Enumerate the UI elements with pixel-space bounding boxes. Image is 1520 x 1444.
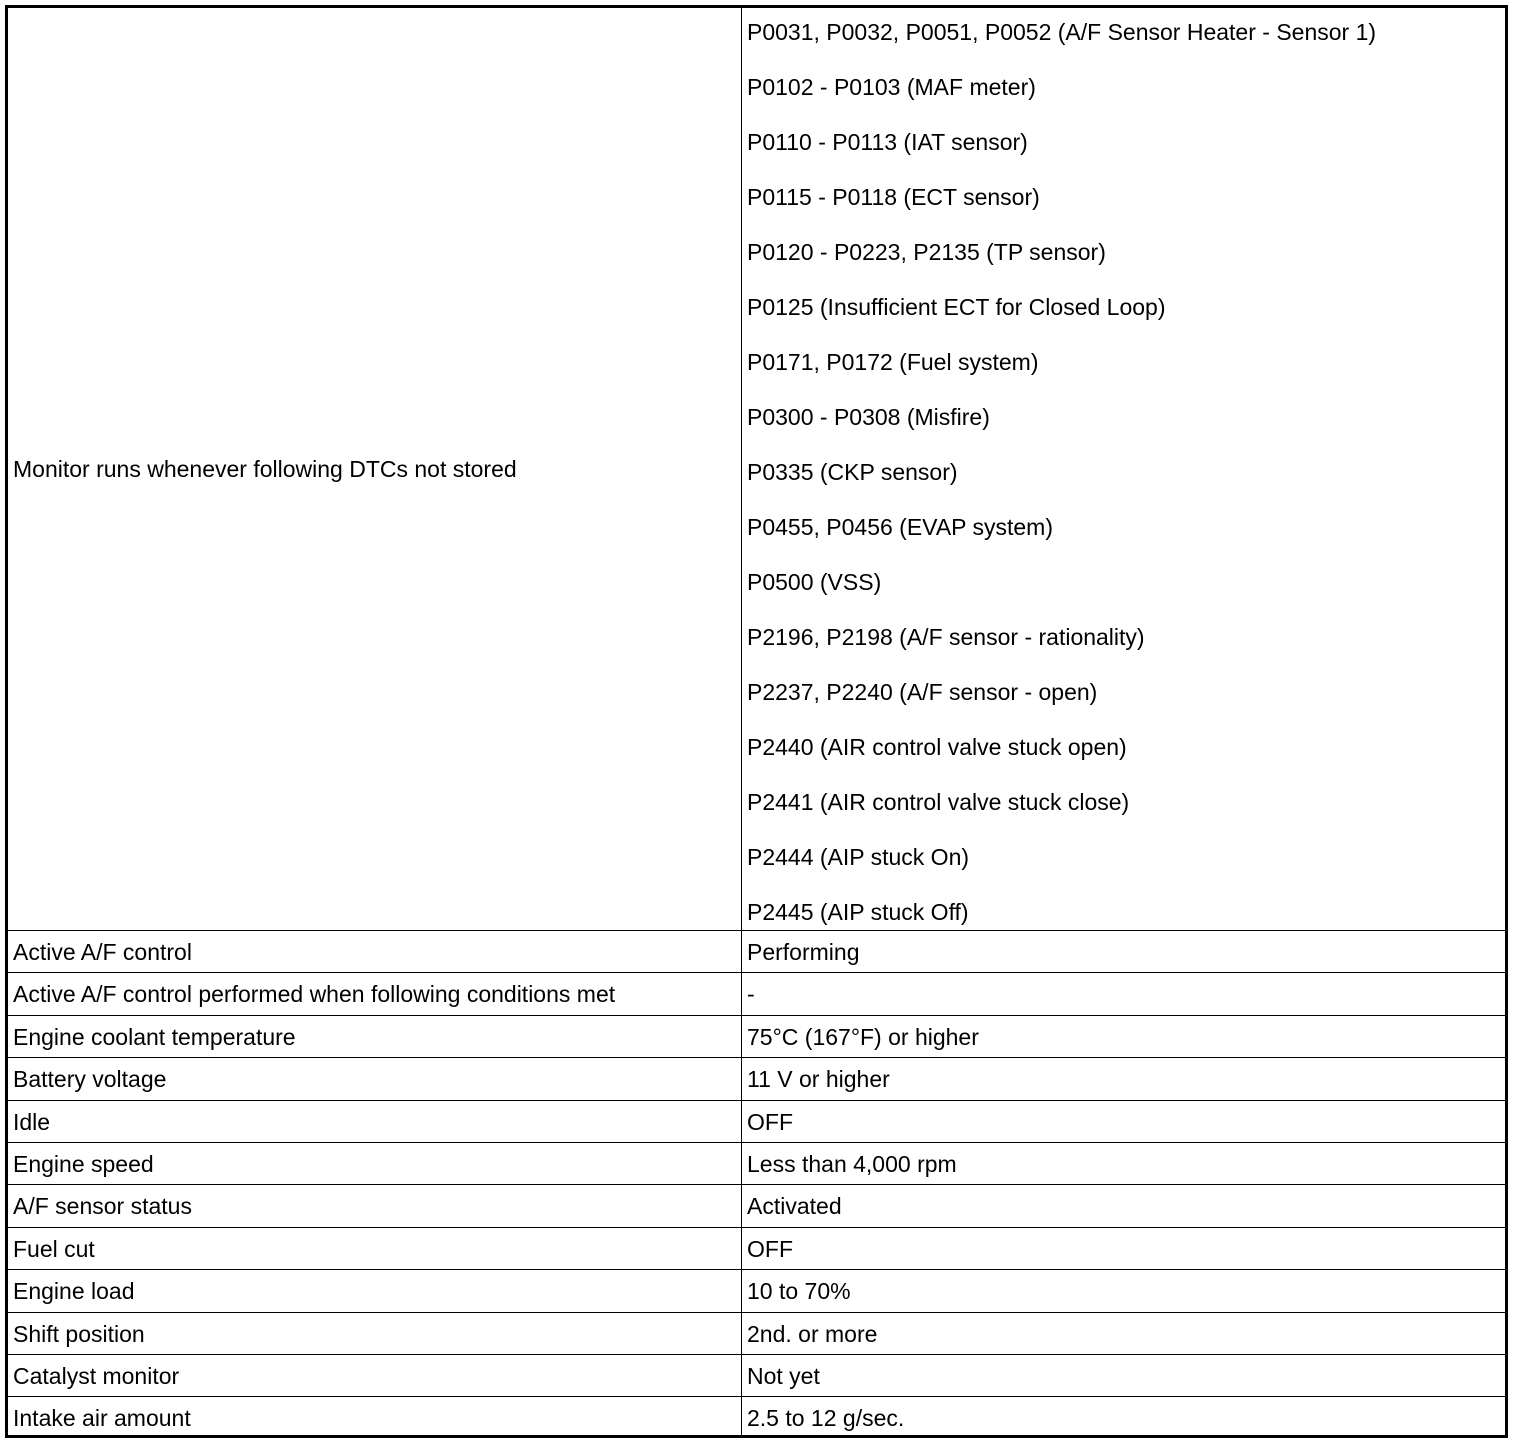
condition-value: 2.5 to 12 g/sec. xyxy=(747,1405,905,1432)
condition-value: Less than 4,000 rpm xyxy=(747,1150,957,1177)
table-row xyxy=(8,1313,1505,1355)
condition-label: Active A/F control performed when following conditions met xyxy=(13,981,616,1008)
table-row xyxy=(8,973,1505,1015)
table-row xyxy=(8,1016,1505,1058)
table-row xyxy=(8,1185,1505,1227)
condition-value: 10 to 70% xyxy=(747,1278,851,1305)
table-row xyxy=(8,931,1505,973)
condition-label: Engine coolant temperature xyxy=(13,1023,296,1050)
condition-label: A/F sensor status xyxy=(13,1193,192,1220)
dtc-item: P0031, P0032, P0051, P0052 (A/F Sensor Heater - Sensor 1) xyxy=(747,19,1377,45)
dtc-item: P2440 (AIR control valve stuck open) xyxy=(747,734,1127,760)
dtc-item: P2444 (AIP stuck On) xyxy=(747,844,970,870)
conditions-table xyxy=(5,5,1508,1438)
condition-rows xyxy=(8,931,1505,1435)
condition-label: Catalyst monitor xyxy=(13,1362,180,1389)
dtc-item: P0125 (Insufficient ECT for Closed Loop) xyxy=(747,294,1166,320)
condition-value: Activated xyxy=(747,1193,842,1220)
condition-value: 75°C (167°F) or higher xyxy=(747,1023,979,1050)
table-row xyxy=(8,1397,1505,1439)
condition-value: 2nd. or more xyxy=(747,1320,878,1347)
condition-label: Active A/F control xyxy=(13,939,192,965)
table-row xyxy=(8,1058,1505,1100)
condition-value: - xyxy=(747,981,755,1008)
table-row xyxy=(8,1228,1505,1270)
condition-label: Fuel cut xyxy=(13,1235,95,1262)
dtc-item: P2237, P2240 (A/F sensor - open) xyxy=(747,679,1098,705)
table-row xyxy=(8,1143,1505,1185)
condition-label: Engine load xyxy=(13,1278,135,1305)
condition-value: OFF xyxy=(747,1235,793,1262)
dtc-item: P2445 (AIP stuck Off) xyxy=(747,899,969,925)
dtc-item: P0171, P0172 (Fuel system) xyxy=(747,349,1039,375)
condition-value: OFF xyxy=(747,1108,793,1135)
dtc-item: P0102 - P0103 (MAF meter) xyxy=(747,74,1036,100)
condition-label: Idle xyxy=(13,1108,51,1135)
condition-value: Not yet xyxy=(747,1362,820,1389)
table-row xyxy=(8,1101,1505,1143)
dtc-item: P0455, P0456 (EVAP system) xyxy=(747,514,1053,540)
dtc-item: P0335 (CKP sensor) xyxy=(747,459,958,485)
table-row xyxy=(8,1270,1505,1312)
dtc-section-label: Monitor runs whenever following DTCs not stored xyxy=(13,456,517,482)
dtc-item: P0110 - P0113 (IAT sensor) xyxy=(747,129,1028,155)
condition-value: 11 V or higher xyxy=(747,1066,890,1093)
condition-value: Performing xyxy=(747,939,860,965)
dtc-item: P0300 - P0308 (Misfire) xyxy=(747,404,990,430)
condition-label: Intake air amount xyxy=(13,1405,191,1432)
dtc-item: P0500 (VSS) xyxy=(747,569,882,595)
dtc-row xyxy=(8,8,1505,931)
dtc-item: P2441 (AIR control valve stuck close) xyxy=(747,789,1130,815)
table-row xyxy=(8,1355,1505,1397)
condition-label: Engine speed xyxy=(13,1150,154,1177)
dtc-item: P0120 - P0223, P2135 (TP sensor) xyxy=(747,239,1106,265)
condition-label: Shift position xyxy=(13,1320,145,1347)
condition-label: Battery voltage xyxy=(13,1066,167,1093)
dtc-item: P2196, P2198 (A/F sensor - rationality) xyxy=(747,624,1145,650)
dtc-item: P0115 - P0118 (ECT sensor) xyxy=(747,184,1040,210)
dtc-list xyxy=(747,18,1376,953)
